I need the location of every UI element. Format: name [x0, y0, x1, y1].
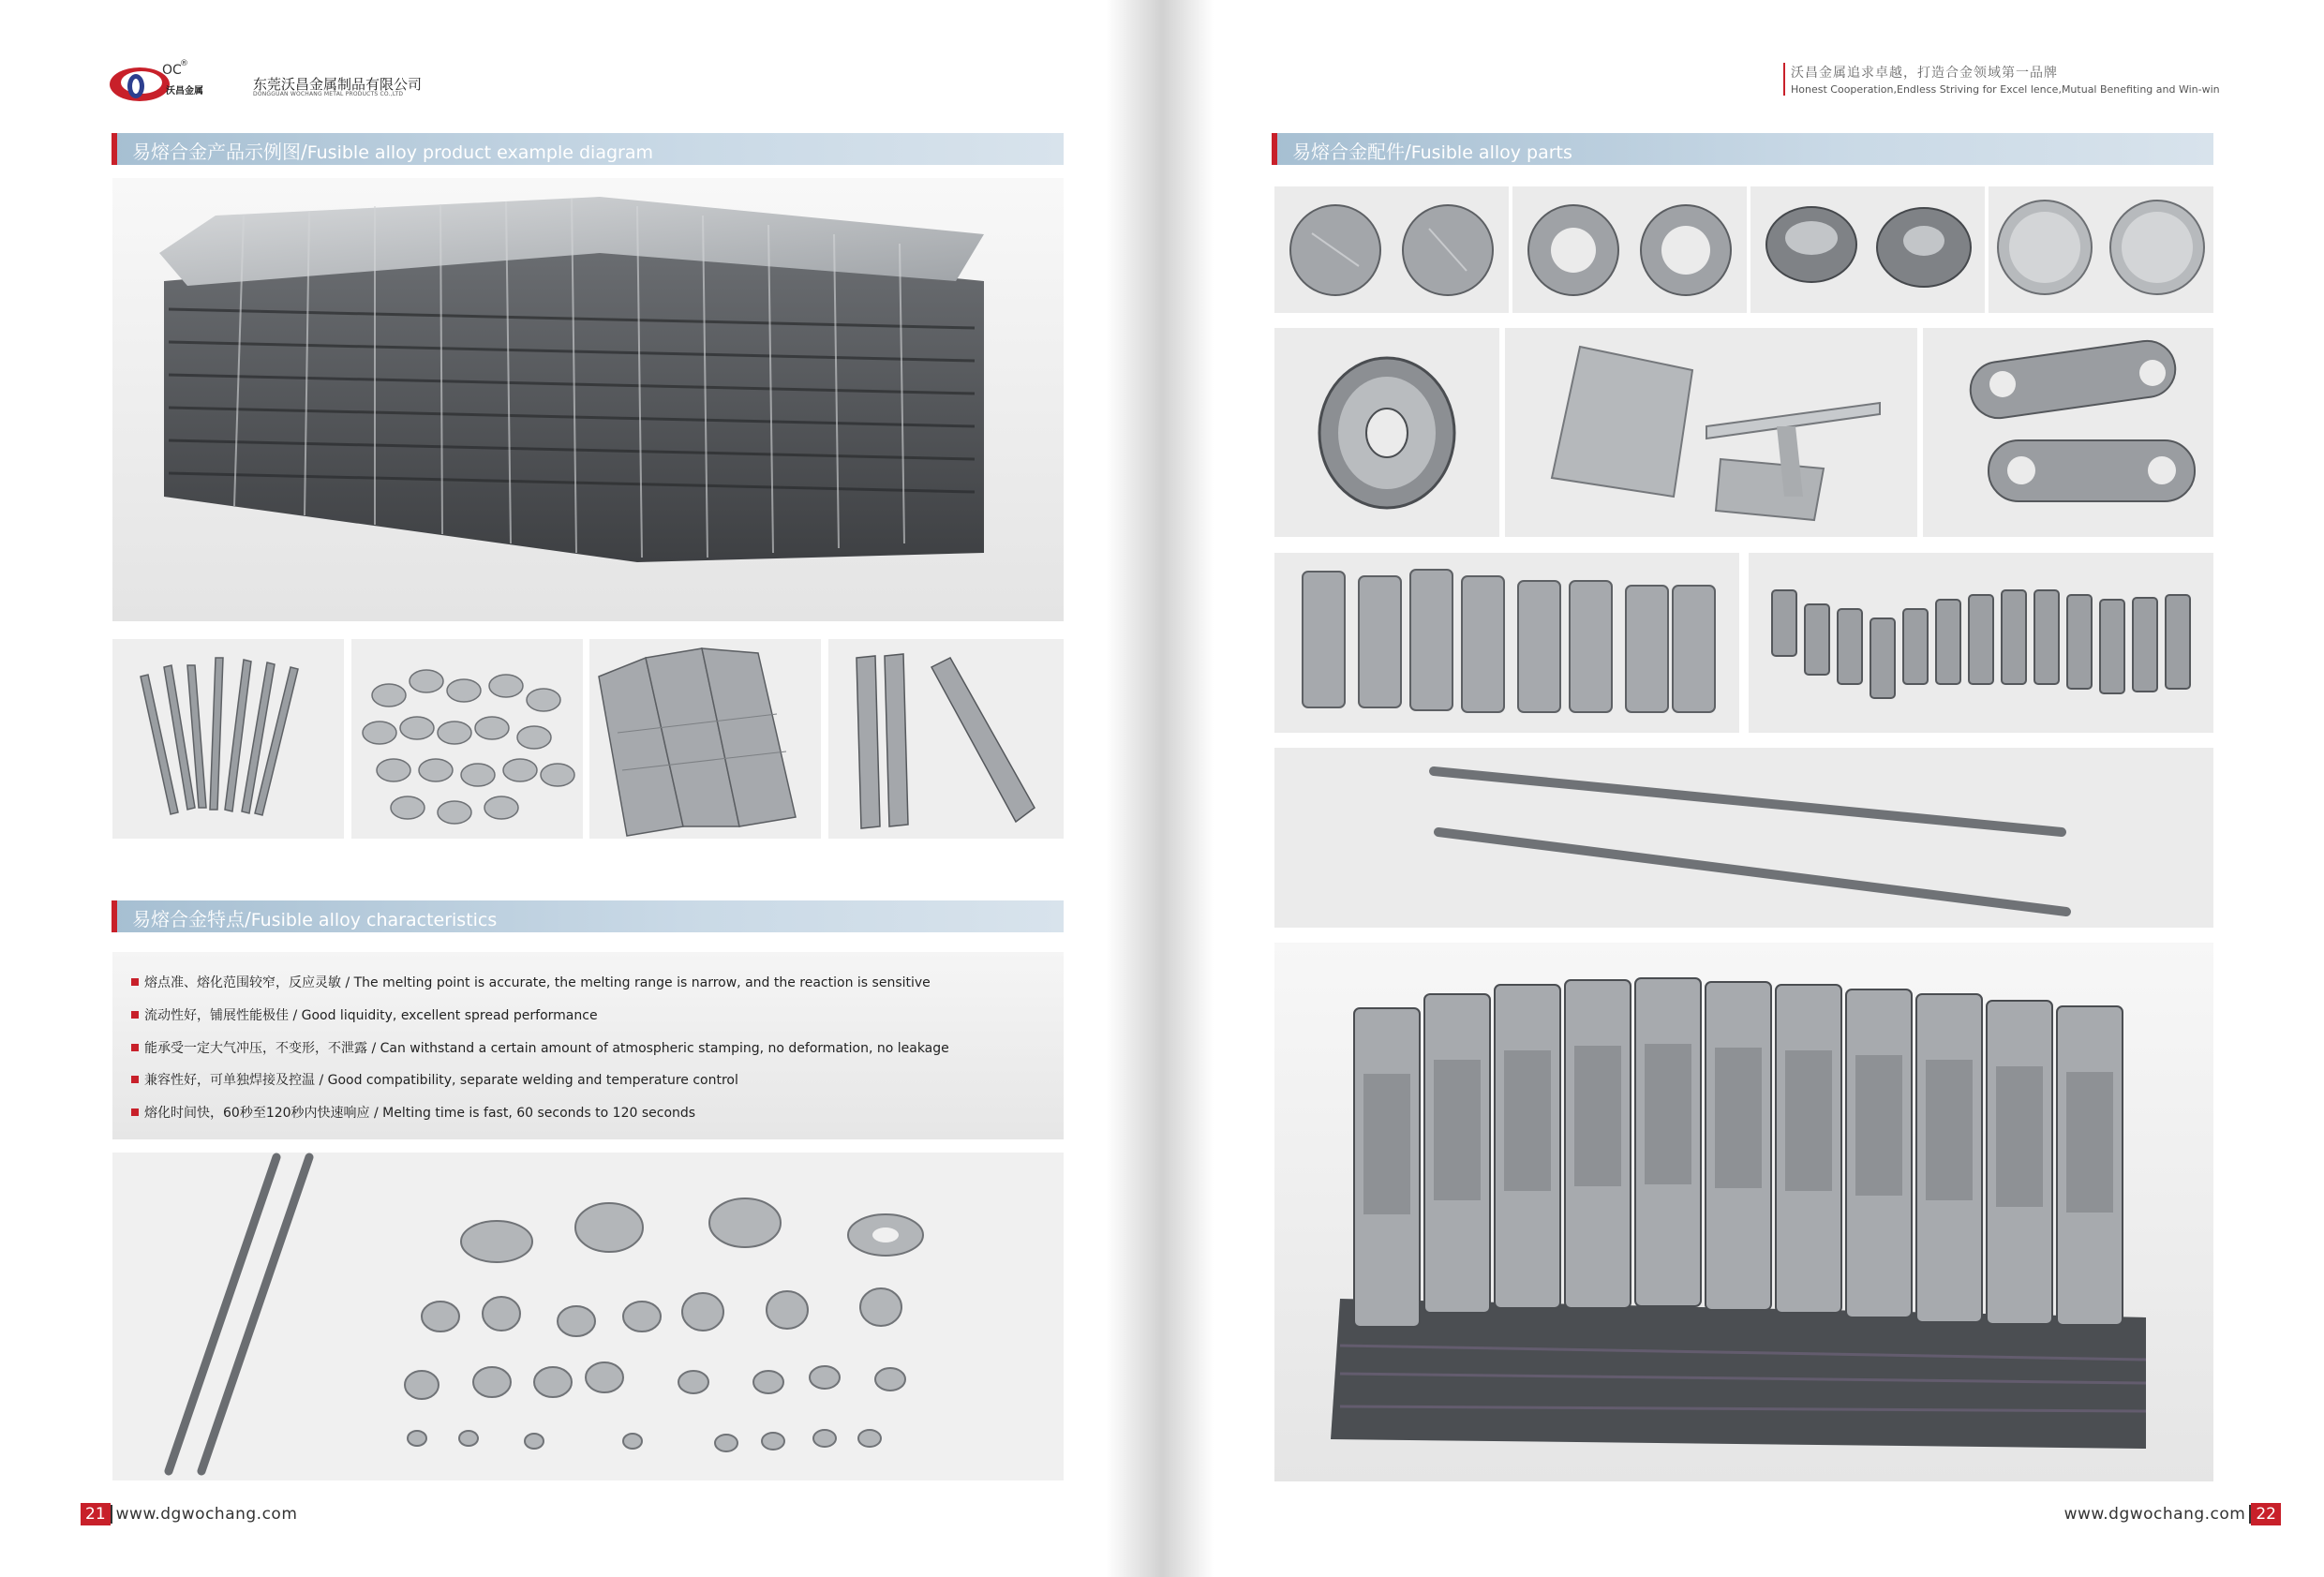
right-page — [1162, 0, 2324, 1577]
characteristics-list — [112, 952, 1064, 1139]
section-title — [1292, 137, 1572, 164]
tagline-en: Honest Cooperation,Endless Striving for Excel lence,Mutual Benefiting and Win-win — [1791, 83, 2220, 96]
section-header-product-examples — [112, 133, 1064, 165]
website-link[interactable]: www.dgwochang.com — [2063, 1505, 2246, 1524]
photo-alloy-plugs — [1749, 553, 2213, 733]
section-header-alloy-parts — [1272, 133, 2213, 165]
characteristic-item — [131, 973, 931, 991]
company-name-en: DONGGUAN WOCHANG METAL PRODUCTS CO.,LTD — [253, 91, 404, 97]
bullet-icon — [131, 1044, 139, 1051]
section-title-cn: 易熔合金产品示例图/ — [132, 141, 307, 163]
section-title — [132, 904, 497, 931]
page-footer — [2061, 1503, 2281, 1525]
photo-parts-assortment — [112, 1153, 1064, 1480]
registered-mark: ® — [180, 59, 188, 68]
photo-alloy-strips — [112, 639, 344, 839]
photo-alloy-discs — [1274, 186, 1509, 313]
section-marker — [1272, 133, 1277, 165]
photo-alloy-pellets — [351, 639, 583, 839]
characteristic-item — [131, 1070, 738, 1089]
bullet-icon — [131, 1076, 139, 1083]
company-name-cn: 东莞沃昌金属制品有限公司 — [253, 76, 423, 93]
section-title — [132, 137, 653, 164]
characteristic-text: 熔化时间快，60秒至120秒内快速响应 / Melting time is fast, 60 seconds to 120 seconds — [144, 1106, 696, 1121]
website-link[interactable]: www.dgwochang.com — [115, 1505, 298, 1524]
photo-alloy-links — [1923, 328, 2213, 537]
section-marker — [112, 900, 117, 932]
logo-brand-name: 沃昌金属 — [166, 86, 203, 97]
photo-alloy-washers — [1512, 186, 1747, 313]
section-title-en: Fusible alloy parts — [1410, 142, 1572, 163]
section-title-en: Fusible alloy product example diagram — [306, 142, 653, 163]
photo-alloy-wire-spool — [1274, 328, 1499, 537]
characteristic-text: 流动性好，铺展性能极佳 / Good liquidity, excellent spread performance — [144, 1008, 598, 1023]
characteristic-text: 熔点准、熔化范围较窄，反应灵敏 / The melting point is accurate, the melting range is narrow, and the reaction is sensitive — [144, 975, 931, 990]
photo-long-ingots — [828, 639, 1064, 839]
characteristic-item — [131, 1005, 598, 1024]
section-header-characteristics — [112, 900, 1064, 932]
company-logo — [108, 60, 426, 107]
characteristic-text: 能承受一定大气冲压，不变形，不泄露 / Can withstand a certain amount of atmospheric stamping, no deformation, no leakage — [144, 1041, 949, 1056]
photo-ingot-stack — [112, 178, 1064, 621]
spine-shadow — [1106, 0, 1162, 1577]
section-title-en: Fusible alloy characteristics — [250, 910, 498, 930]
page-footer — [81, 1503, 301, 1525]
photo-alloy-cups — [1989, 186, 2213, 313]
characteristic-text: 兼容性好，可单独焊接及控温 / Good compatibility, separate welding and temperature control — [144, 1073, 738, 1088]
section-title-cn: 易熔合金配件/ — [1292, 141, 1411, 163]
section-marker — [112, 133, 117, 165]
tagline-cn: 沃昌金属追求卓越，打造合金领域第一品牌 — [1791, 66, 2058, 81]
photo-alloy-sleeves — [1274, 553, 1739, 733]
photo-stamped-ingots — [1274, 943, 2213, 1481]
footer-divider — [111, 1505, 112, 1524]
photo-alloy-sheets — [1505, 328, 1917, 537]
spine-shadow — [1162, 0, 1214, 1577]
photo-alloy-rods — [1274, 748, 2213, 928]
photo-alloy-caps — [1750, 186, 1985, 313]
company-tagline — [1783, 63, 2220, 96]
page-number: 22 — [2251, 1503, 2281, 1525]
photo-alloy-bars — [589, 639, 821, 839]
characteristic-item — [131, 1038, 949, 1057]
bullet-icon — [131, 1108, 139, 1116]
characteristic-item — [131, 1103, 695, 1122]
bullet-icon — [131, 1011, 139, 1019]
section-title-cn: 易熔合金特点/ — [132, 908, 251, 930]
page-number: 21 — [81, 1503, 111, 1525]
logo-initials: OC — [162, 63, 182, 78]
bullet-icon — [131, 978, 139, 986]
